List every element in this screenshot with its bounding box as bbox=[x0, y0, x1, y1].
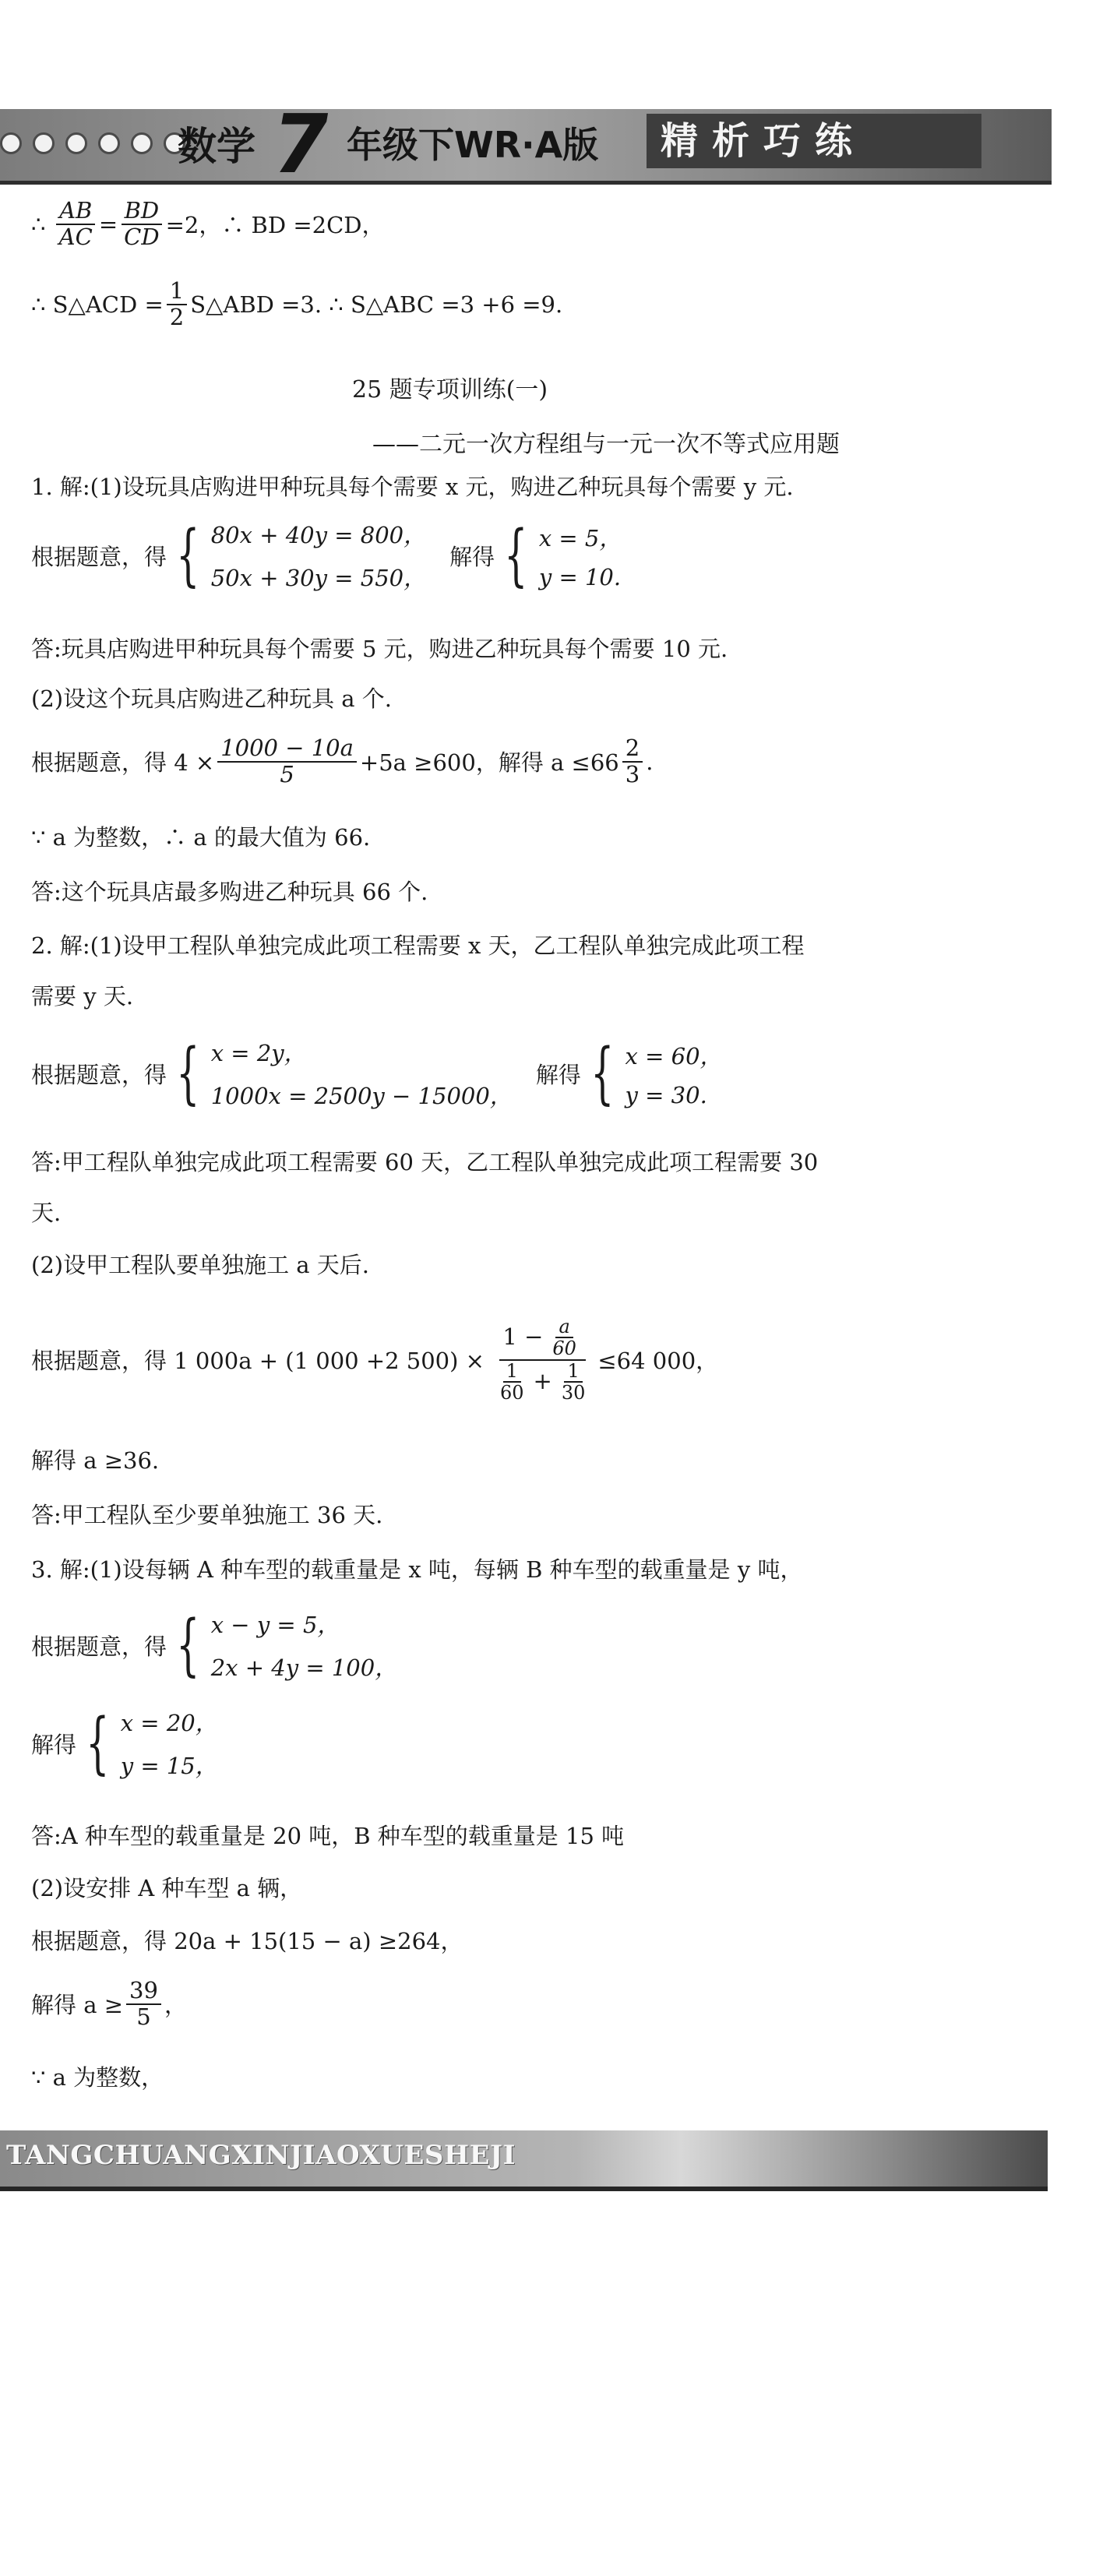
problem-3-system bbox=[31, 1608, 397, 1683]
frac-num: a bbox=[555, 1316, 573, 1338]
line-ratio bbox=[31, 199, 385, 250]
problem-3-answer: 答:A 种车型的载重量是 20 吨，B 种车型的载重量是 15 吨 bbox=[31, 1823, 625, 1849]
header-banner bbox=[0, 97, 1052, 192]
frac-den: 3 bbox=[625, 760, 640, 788]
header-dots bbox=[0, 132, 185, 159]
frac-num: 39 bbox=[126, 1979, 161, 2005]
footer-banner bbox=[0, 2130, 1048, 2191]
problem-3-inequality: 根据题意，得 20a + 15(15 − a) ≥264， bbox=[31, 1928, 463, 1954]
compound-num bbox=[499, 1316, 586, 1361]
header-dot bbox=[0, 132, 22, 154]
problem-2-intro: 2. 解:(1)设甲工程队单独完成此项工程需要 x 天，乙工程队单独完成此项工程 bbox=[31, 932, 805, 959]
problem-2-intro-cont: 需要 y 天. bbox=[31, 983, 134, 1010]
fraction bbox=[497, 1361, 527, 1404]
problem-1-integer: ∵ a 为整数，∴ a 的最大值为 66. bbox=[31, 824, 371, 851]
fraction-bd-cd bbox=[121, 199, 162, 250]
problem-3-integer: ∵ a 为整数， bbox=[31, 2064, 164, 2091]
header-edition: 年级下WR·A版 bbox=[347, 124, 599, 166]
problem-2-answer1: 答:甲工程队单独完成此项工程需要 60 天，乙工程队单独完成此项工程需要 30 bbox=[31, 1149, 819, 1175]
period: . bbox=[646, 748, 654, 775]
equation: 2x + 4y = 100， bbox=[210, 1654, 398, 1681]
ineq-post: ≤64 000， bbox=[597, 1348, 719, 1375]
frac-num: BD bbox=[122, 199, 163, 225]
fraction bbox=[126, 1979, 161, 2030]
equation-system bbox=[167, 1608, 397, 1683]
problem-2-solution: 解得 a ≥36. bbox=[31, 1447, 160, 1474]
compound-den bbox=[491, 1361, 594, 1404]
area-pre: ∴ S△ACD = bbox=[31, 291, 164, 318]
frac-num: 1 bbox=[503, 1361, 521, 1383]
system-label: 根据题意，得 bbox=[31, 1633, 167, 1660]
equation: x − y = 5， bbox=[210, 1612, 340, 1638]
frac-den: 5 bbox=[280, 760, 294, 788]
fraction bbox=[559, 1361, 589, 1404]
header-dot bbox=[131, 132, 153, 154]
header-dot bbox=[98, 132, 120, 154]
frac-den: CD bbox=[124, 223, 160, 250]
footer-text: TANGCHUANGXINJIAOXUESHEJI bbox=[6, 2140, 516, 2171]
equation: x = 2y， bbox=[210, 1040, 307, 1066]
brace-icon: { bbox=[176, 1034, 200, 1112]
frac-num: 2 bbox=[622, 736, 643, 763]
equation: x = 5， bbox=[538, 524, 622, 551]
header-dot bbox=[65, 132, 87, 154]
equation-system bbox=[167, 1036, 513, 1111]
solution-system bbox=[76, 1706, 218, 1781]
problem-1-answer: 答:玩具店购进甲种玩具每个需要 5 元，购进乙种玩具每个需要 10 元. bbox=[31, 636, 728, 662]
fraction bbox=[549, 1316, 580, 1359]
problem-2-answer1-cont: 天. bbox=[31, 1200, 62, 1226]
solution-label: 解得 bbox=[31, 1731, 77, 1758]
system-label: 根据题意，得 bbox=[31, 1061, 167, 1088]
problem-3-intro: 3. 解:(1)设每辆 A 种车型的载重量是 x 吨，每辆 B 种车型的载重量是 y 吨， bbox=[31, 1556, 803, 1583]
problem-2-part2: (2)设甲工程队要单独施工 a 天后. bbox=[31, 1252, 370, 1278]
equation: x = 20， bbox=[120, 1710, 218, 1736]
section-title: 25 题专项训练(一) bbox=[352, 376, 548, 403]
fraction bbox=[217, 736, 357, 788]
plus-sign: + bbox=[533, 1368, 552, 1395]
equation: 50x + 30y = 550， bbox=[210, 565, 427, 591]
equation: 80x + 40y = 800， bbox=[210, 522, 427, 548]
header-grade-number: 7 bbox=[264, 97, 338, 192]
frac-den: 60 bbox=[499, 1382, 524, 1404]
equation: 1000x = 2500y − 15000， bbox=[210, 1083, 513, 1109]
problem-1-part2: (2)设这个玩具店购进乙种玩具 a 个. bbox=[31, 685, 393, 712]
frac-num: 1000 − 10a bbox=[217, 736, 357, 763]
line-area bbox=[31, 279, 562, 330]
sol-post: ， bbox=[164, 1992, 187, 2019]
ineq-pre: 根据题意，得 4 × bbox=[31, 749, 215, 777]
problem-1-intro: 1. 解:(1)设玩具店购进甲种玩具每个需要 x 元，购进乙种玩具每个需要 y 元. bbox=[31, 474, 794, 500]
fraction-half bbox=[167, 279, 187, 330]
equation: y = 15， bbox=[120, 1753, 218, 1779]
solution-label: 解得 bbox=[449, 543, 495, 570]
solution-system bbox=[495, 516, 622, 594]
header-dot bbox=[33, 132, 55, 154]
equals-sign: = bbox=[98, 210, 118, 238]
brace-icon: { bbox=[176, 1606, 200, 1684]
solution-system bbox=[581, 1034, 723, 1112]
frac-den: AC bbox=[58, 223, 93, 250]
fraction-ab-ac bbox=[56, 199, 96, 250]
equation: y = 30. bbox=[625, 1081, 707, 1108]
num-text: 1 − bbox=[502, 1323, 544, 1351]
fraction bbox=[622, 736, 643, 788]
brace-icon: { bbox=[176, 516, 200, 594]
problem-1-answer2: 答:这个玩具店最多购进乙种玩具 66 个. bbox=[31, 879, 428, 905]
problem-3-part2: (2)设安排 A 种车型 a 辆， bbox=[31, 1875, 303, 1901]
compound-fraction bbox=[491, 1316, 594, 1404]
problem-3-solution-system bbox=[31, 1706, 218, 1781]
sol-pre: 解得 a ≥ bbox=[31, 1992, 124, 2019]
brace-icon: { bbox=[86, 1704, 110, 1782]
header-series-title: 精析巧练 bbox=[647, 114, 981, 168]
section-subtitle: ——二元一次方程组与一元一次不等式应用题 bbox=[372, 431, 840, 458]
equation: y = 10. bbox=[538, 563, 622, 590]
problem-2-answer2: 答:甲工程队至少要单独施工 36 天. bbox=[31, 1502, 383, 1528]
frac-num: AB bbox=[56, 199, 95, 225]
brace-icon: { bbox=[590, 1034, 615, 1112]
header-subject: 数学 bbox=[178, 124, 255, 169]
frac-den: 5 bbox=[136, 2003, 151, 2030]
problem-2-system bbox=[31, 1036, 723, 1111]
problem-1-inequality bbox=[31, 736, 653, 788]
frac-den: 30 bbox=[561, 1382, 586, 1404]
problem-2-inequality bbox=[31, 1316, 718, 1404]
solution-label: 解得 bbox=[535, 1061, 581, 1088]
therefore-symbol: ∴ bbox=[31, 210, 53, 238]
brace-icon: { bbox=[504, 516, 528, 594]
line-ratio-rest: =2，∴ BD =2CD， bbox=[165, 212, 385, 239]
frac-den: 60 bbox=[552, 1337, 576, 1360]
system-label: 根据题意，得 bbox=[31, 543, 167, 570]
frac-num: 1 bbox=[564, 1361, 582, 1383]
ineq-pre: 根据题意，得 1 000a + (1 000 +2 500) × bbox=[31, 1348, 485, 1375]
frac-num: 1 bbox=[167, 279, 187, 305]
equation-system bbox=[167, 518, 426, 593]
frac-den: 2 bbox=[169, 303, 185, 330]
area-post: S△ABD =3. ∴ S△ABC =3 +6 =9. bbox=[190, 291, 563, 318]
ineq-post: +5a ≥600，解得 a ≤66 bbox=[359, 749, 619, 777]
problem-3-solution bbox=[31, 1979, 187, 2030]
problem-1-system bbox=[31, 518, 622, 593]
equation: x = 60， bbox=[625, 1042, 723, 1070]
